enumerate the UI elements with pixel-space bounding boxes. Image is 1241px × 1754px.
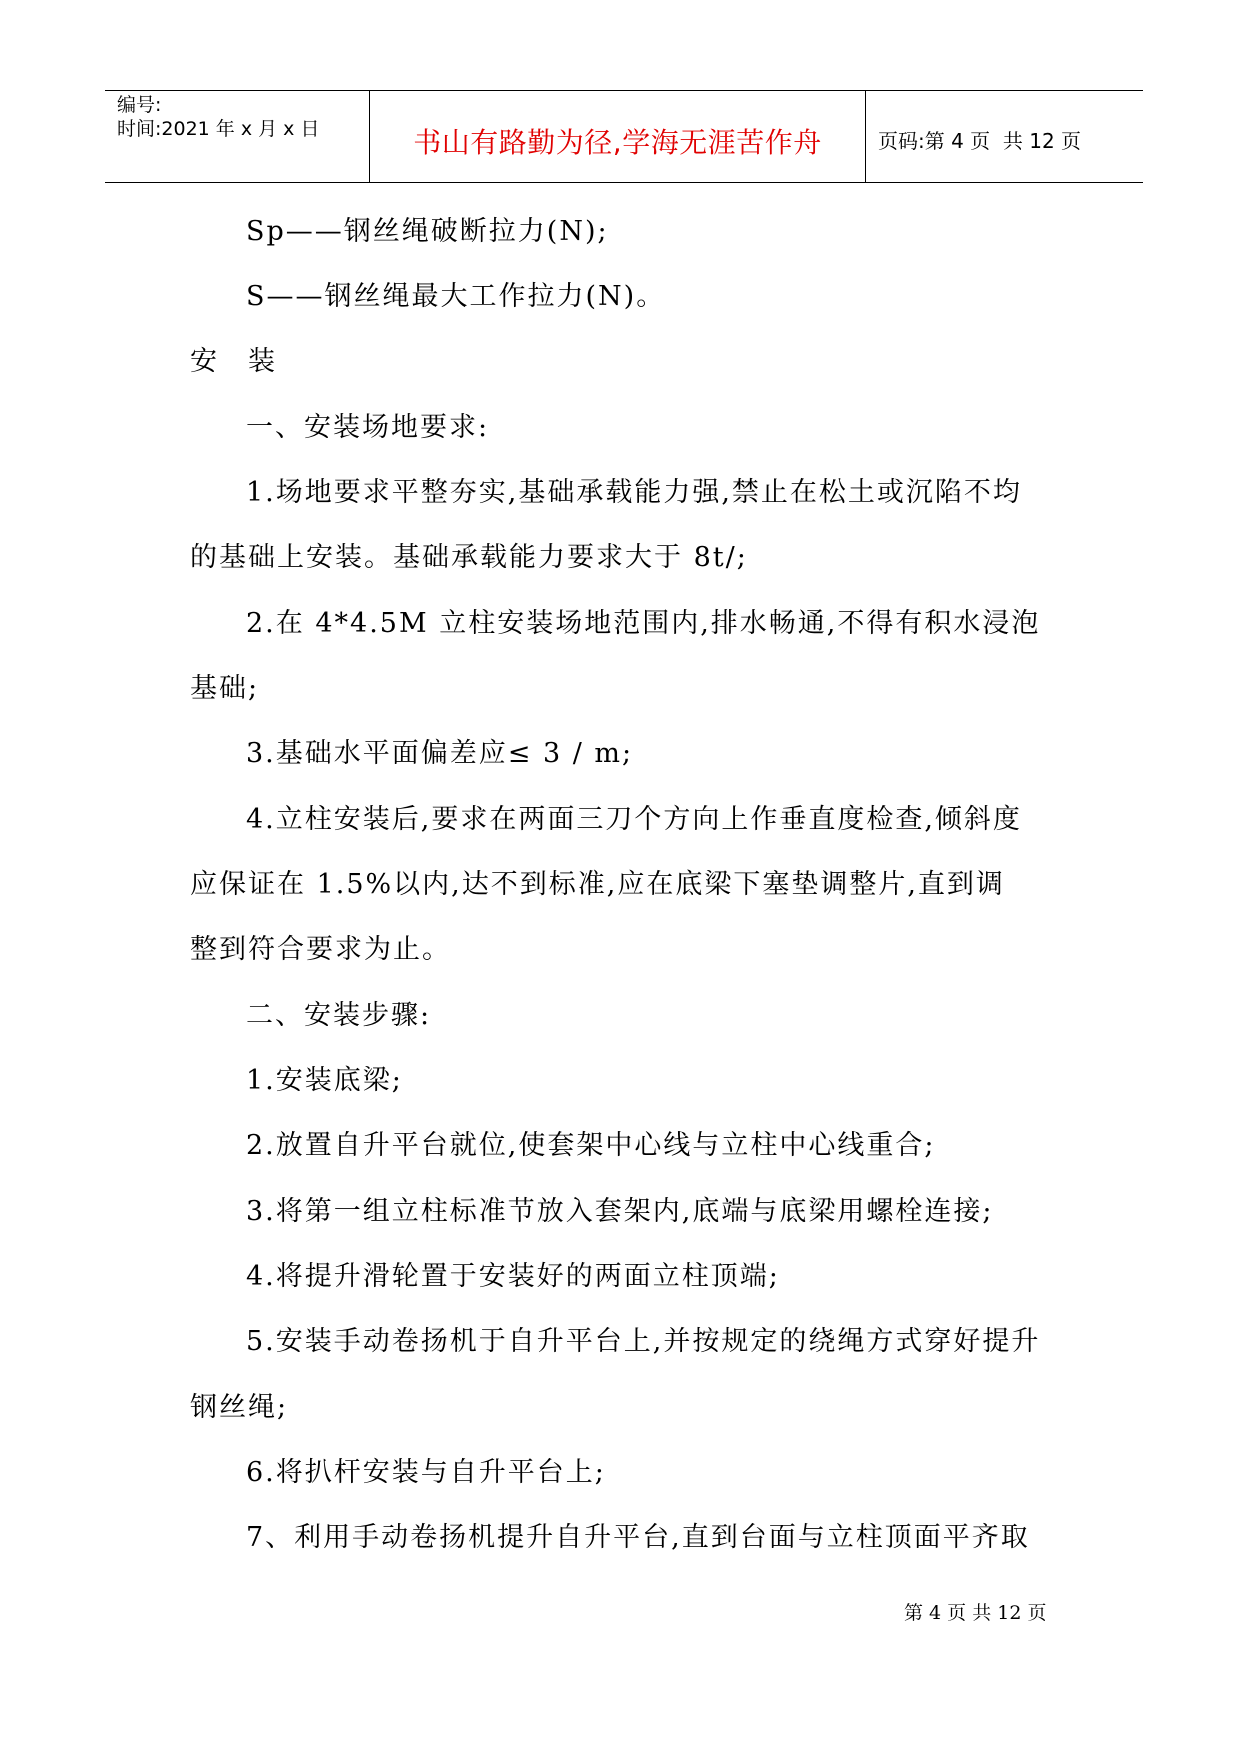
body-line: 1.安装底梁; bbox=[246, 1065, 403, 1096]
body-line: 1.场地要求平整夯实,基础承载能力强,禁止在松土或沉陷不均 bbox=[246, 477, 1022, 508]
header-motto: 书山有路勤为径,学海无涯苦作舟 bbox=[370, 91, 866, 182]
page-footer: 第 4 页 共 12 页 bbox=[904, 1602, 1047, 1624]
body-line: 3.将第一组立柱标准节放入套架内,底端与底梁用螺栓连接; bbox=[246, 1196, 994, 1227]
body-line: 5.安装手动卷扬机于自升平台上,并按规定的绕绳方式穿好提升 bbox=[246, 1326, 1041, 1357]
body-line: 2.放置自升平台就位,使套架中心线与立柱中心线重合; bbox=[246, 1130, 936, 1161]
subsection-heading: 一、安装场地要求: bbox=[246, 412, 490, 443]
body-line: 4.立柱安装后,要求在两面三刀个方向上作垂直度检查,倾斜度 bbox=[246, 804, 1022, 835]
page-header bbox=[105, 90, 1143, 183]
document-time-label: 时间:2021 年 x 月 x 日 bbox=[117, 118, 320, 140]
body-line: 整到符合要求为止。 bbox=[190, 934, 451, 965]
body-line: 7、利用手动卷扬机提升自升平台,直到台面与立柱顶面平齐取 bbox=[246, 1522, 1030, 1553]
body-line: 的基础上安装。基础承载能力要求大于 8t/; bbox=[190, 542, 748, 573]
section-heading: 安 装 bbox=[190, 346, 277, 377]
body-line: S——钢丝绳最大工作拉力(N)。 bbox=[246, 281, 666, 312]
document-number-label: 编号: bbox=[117, 94, 162, 116]
header-page-number: 页码:第 4 页 共 12 页 bbox=[878, 129, 1082, 153]
body-line: 应保证在 1.5%以内,达不到标准,应在底梁下塞垫调整片,直到调 bbox=[190, 869, 1005, 900]
body-line: Sp——钢丝绳破断拉力(N); bbox=[246, 216, 609, 247]
body-line: 钢丝绳; bbox=[190, 1392, 289, 1423]
body-line: 3.基础水平面偏差应≤ 3 / m; bbox=[246, 738, 634, 769]
body-line: 6.将扒杆安装与自升平台上; bbox=[246, 1457, 606, 1488]
body-line: 4.将提升滑轮置于安装好的两面立柱顶端; bbox=[246, 1261, 780, 1292]
body-line: 基础; bbox=[190, 673, 260, 704]
header-info-cell bbox=[105, 91, 370, 182]
subsection-heading: 二、安装步骤: bbox=[246, 1000, 432, 1031]
body-line: 2.在 4*4.5M 立柱安装场地范围内,排水畅通,不得有积水浸泡 bbox=[246, 608, 1041, 639]
